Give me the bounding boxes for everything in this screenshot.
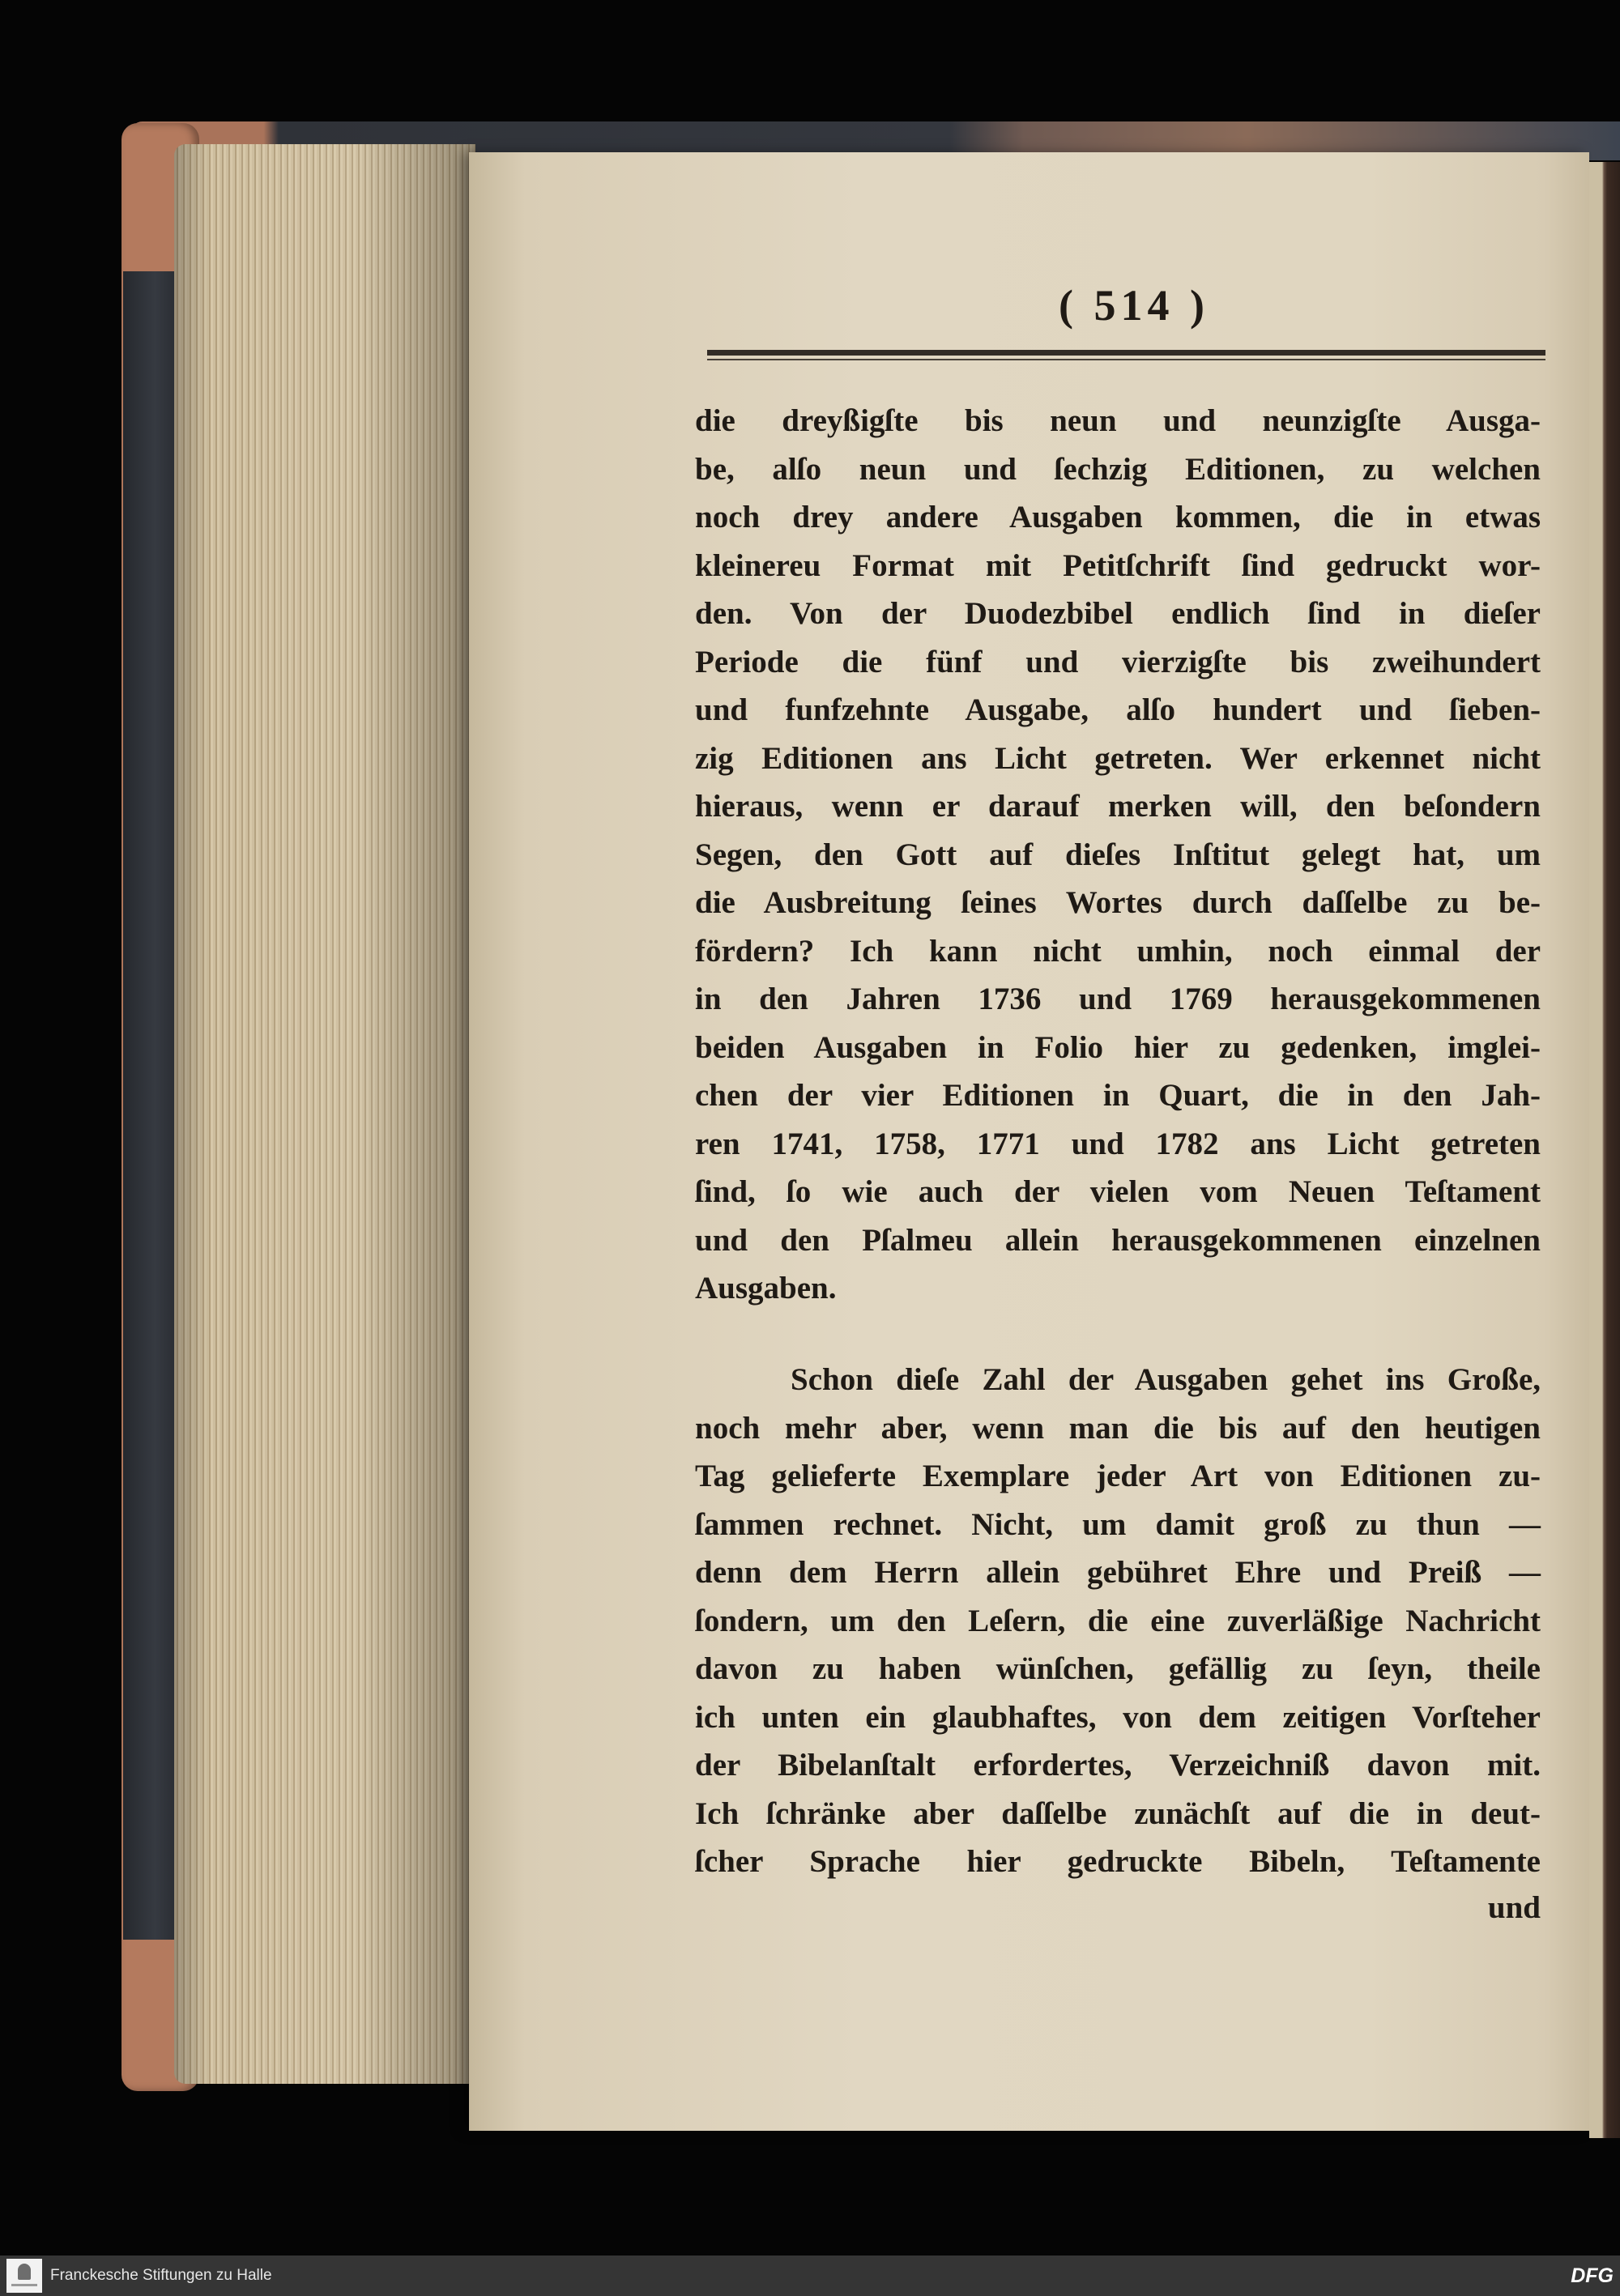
text-line: davon zu haben wünſchen, gefällig zu ſeyn, theile xyxy=(695,1651,1541,1686)
page-number-header: ( 514 ) xyxy=(1059,281,1209,330)
logo-bar xyxy=(11,2284,37,2286)
text-line: fördern? Ich kann nicht umhin, noch einmal der xyxy=(695,933,1541,969)
institution-name: Franckesche Stiftungen zu Halle xyxy=(50,2267,272,2284)
institution-logo-icon xyxy=(6,2259,42,2293)
facing-page-edge xyxy=(1589,162,1620,2138)
paragraph-1 xyxy=(695,397,1541,1313)
text-line: den. Von der Duodezbibel endlich ſind in dieſer xyxy=(695,596,1541,631)
text-line: Ausgaben. xyxy=(695,1271,837,1306)
text-line: und funfzehnte Ausgabe, alſo hundert und ſieben- xyxy=(695,692,1541,727)
cloth-spine xyxy=(123,271,177,1940)
text-line: noch mehr aber, wenn man die bis auf den heutigen xyxy=(695,1410,1541,1446)
text-line: ich unten ein glaubhaftes, von dem zeitigen Vorſteher xyxy=(695,1699,1541,1735)
text-line: denn dem Herrn allein gebühret Ehre und Preiß — xyxy=(695,1555,1541,1590)
text-line: ſind, ſo wie auch der vielen vom Neuen Teſtament xyxy=(695,1174,1541,1209)
catchword: und xyxy=(1487,1890,1541,1925)
logo-emblem xyxy=(18,2264,31,2280)
text-line: ſcher Sprache hier gedruckte Bibeln, Teſtamente xyxy=(695,1844,1541,1879)
text-line: Schon dieſe Zahl der Ausgaben gehet ins Große, xyxy=(791,1362,1541,1397)
paragraph-2 xyxy=(695,1356,1541,1886)
header-rule-thin xyxy=(707,359,1545,360)
text-line: ſammen rechnet. Nicht, um damit groß zu thun — xyxy=(695,1506,1541,1542)
text-line: Segen, den Gott auf dieſes Inſtitut gelegt hat, um xyxy=(695,837,1541,872)
text-line: Tag gelieferte Exemplare jeder Art von Editionen zu- xyxy=(695,1459,1541,1493)
text-line: chen der vier Editionen in Quart, die in den Jah- xyxy=(695,1078,1541,1113)
text-line: der Bibelanſtalt erfordertes, Verzeichniß davon mit. xyxy=(695,1748,1541,1783)
text-line: ren 1741, 1758, 1771 und 1782 ans Licht getreten xyxy=(695,1126,1541,1161)
page-block-edges xyxy=(174,144,475,2084)
funder-logo: DFG xyxy=(1571,2264,1614,2287)
text-line: die dreyßigſte bis neun und neunzigſte Ausga- xyxy=(695,403,1541,438)
text-line: hieraus, wenn er darauf merken will, den beſondern xyxy=(695,789,1541,824)
text-line: beiden Ausgaben in Folio hier zu gedenken, imglei- xyxy=(695,1029,1541,1065)
text-line: kleinereu Format mit Petitſchrift ſind gedruckt wor- xyxy=(695,547,1541,583)
text-line: in den Jahren 1736 und 1769 herausgekommenen xyxy=(695,982,1541,1016)
header-rule xyxy=(707,350,1545,356)
text-line: ſondern, um den Leſern, die eine zuverläßige Nachricht xyxy=(695,1603,1541,1638)
text-line: und den Pſalmeu allein herausgekommenen einzelnen xyxy=(695,1222,1541,1258)
viewer-footer-bar xyxy=(0,2256,1620,2296)
text-line: Periode die fünf und vierzigſte bis zweihundert xyxy=(695,644,1541,679)
text-line: be, alſo neun und ſechzig Editionen, zu welchen xyxy=(695,451,1541,487)
text-line: die Ausbreitung ſeines Wortes durch daſſelbe zu be- xyxy=(695,885,1541,920)
text-line: noch drey andere Ausgaben kommen, die in etwas xyxy=(695,500,1541,535)
text-line: zig Editionen ans Licht getreten. Wer erkennet nicht xyxy=(695,740,1541,776)
text-line: Ich ſchränke aber daſſelbe zunächſt auf die in deut- xyxy=(695,1795,1541,1831)
